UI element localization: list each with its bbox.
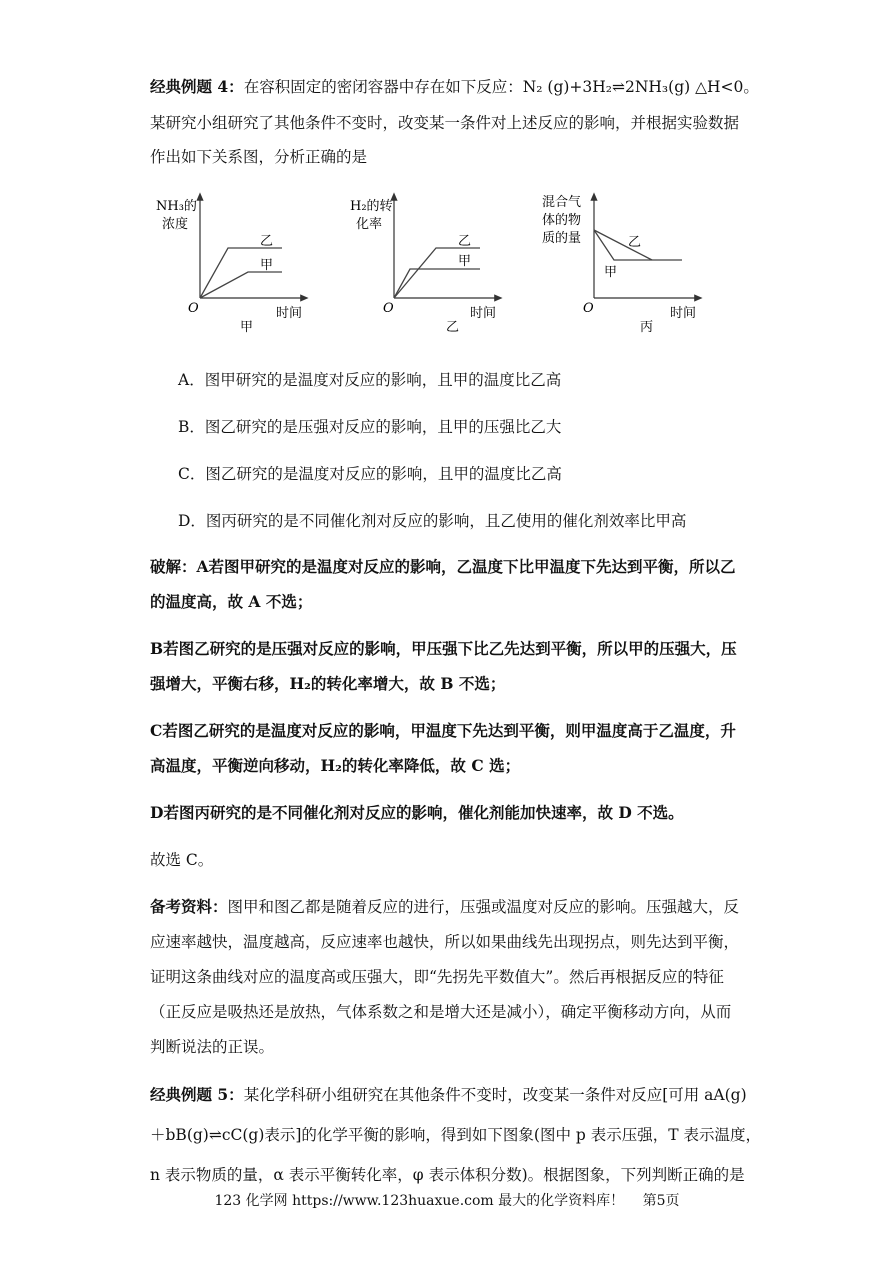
notes-line2: 应速率越快，温度越高，反应速率也越快，所以如果曲线先出现拐点，则先达到平衡， [150,933,740,951]
fig2-caption: 乙 [446,320,460,335]
fig1-xlabel: 时间 [276,306,303,321]
notes-text1: 图甲和图乙都是随着反应的进行，压强或温度对反应的影响。压强越大，反 [227,898,740,916]
fig3-caption: 丙 [640,320,654,335]
example4-line2: 某研究小组研究了其他条件不变时，改变某一条件对上述反应的影响，并根据实验数据 [150,114,740,132]
notes-line4: （正反应是吸热还是放热，气体系数之和是增大还是减小），确定平衡移动方向，从而 [150,1003,732,1021]
solution-b-line1: B若图乙研究的是压强对反应的影响，甲压强下比乙先达到平衡，所以甲的压强大，压 [150,639,737,658]
figure-bing [542,195,699,335]
example5-text1: 某化学科研小组研究在其他条件不变时，改变某一条件对反应[可用 aA(g) [243,1086,747,1104]
figure-jia [156,196,305,335]
fig3-label-jia: 甲 [604,265,618,280]
fig1-ylabel-2: 浓度 [162,217,189,232]
fig1-caption: 甲 [240,320,254,335]
example4-line1 [150,70,759,104]
fig3-xlabel: 时间 [670,306,697,321]
reaction-equation: N₂ (g)+3H₂⇌2NH₃(g) △H<0。 [522,78,759,96]
figure-yi [350,196,499,335]
fig2-ylabel-1: H₂的转 [350,199,393,214]
option-c: C．图乙研究的是温度对反应的影响，且甲的温度比乙高 [178,465,562,483]
example4-heading: 经典例题 4： [150,77,244,96]
fig2-origin: O [383,301,394,316]
option-a: A．图甲研究的是温度对反应的影响，且甲的温度比乙高 [178,371,562,389]
example5-line1 [150,1078,750,1112]
fig2-xlabel: 时间 [470,306,497,321]
fig1-origin: O [188,301,199,316]
fig2-ylabel-2: 化率 [356,217,383,232]
fig1-curve-yi [200,248,282,298]
fig3-label-yi: 乙 [628,235,642,250]
option-b: B．图乙研究的是压强对反应的影响，且甲的压强比乙大 [178,418,562,436]
example5-line2: ＋bB(g)⇌cC(g)表示]的化学平衡的影响，得到如下图象(图中 p 表示压强，T 表示温度， [150,1126,762,1144]
example5-line3: n 表示物质的量，α 表示平衡转化率，φ 表示体积分数)。根据图象，下列判断正确的是 [150,1166,745,1184]
fig1-label-jia: 甲 [260,258,274,273]
notes-line3: 证明这条曲线对应的温度高或压强大，即“先拐先平数值大”。然后再根据反应的特征 [150,968,724,986]
solution-c-line2: 高温度，平衡逆向移动，H₂的转化率降低，故 C 选； [150,756,521,775]
notes-line1 [150,890,750,924]
fig3-origin: O [583,301,594,316]
solution-a-line2: 的温度高，故 A 不选； [150,592,313,611]
option-d: D．图丙研究的是不同催化剂对反应的影响，且乙使用的催化剂效率比甲高 [178,512,687,530]
answer: 故选 C。 [150,851,214,869]
fig3-curve-yi [594,230,652,260]
fig2-label-yi: 乙 [458,234,472,249]
notes-heading: 备考资料： [150,897,228,916]
fig1-ylabel-1: NH₃的 [156,199,197,214]
page-footer: 123 化学网 https://www.123huaxue.com 最大的化学资料库！ 第5页 [214,1193,680,1209]
notes-line5: 判断说法的正误。 [150,1038,275,1056]
fig3-ylabel-3: 质的量 [542,231,582,246]
solution-b-line2: 强增大，平衡右移，H₂的转化率增大，故 B 不选； [150,674,506,693]
example5-heading: 经典例题 5： [150,1085,244,1104]
figures-row [0,190,894,340]
fig2-label-jia: 甲 [458,254,472,269]
fig3-ylabel-2: 体的物 [542,213,582,228]
fig1-label-yi: 乙 [260,234,274,249]
solution-d-line1: D若图丙研究的是不同催化剂对反应的影响，催化剂能加快速率，故 D 不选。 [150,803,684,822]
solution-a-line1: 破解：A若图甲研究的是温度对反应的影响，乙温度下比甲温度下先达到平衡，所以乙 [150,557,736,576]
example4-text: 在容积固定的密闭容器中存在如下反应： [243,78,523,96]
solution-c-line1: C若图乙研究的是温度对反应的影响，甲温度下先达到平衡，则甲温度高于乙温度，升 [150,721,736,740]
example4-line3: 作出如下关系图，分析正确的是 [150,148,368,166]
fig3-ylabel-1: 混合气 [542,195,582,210]
